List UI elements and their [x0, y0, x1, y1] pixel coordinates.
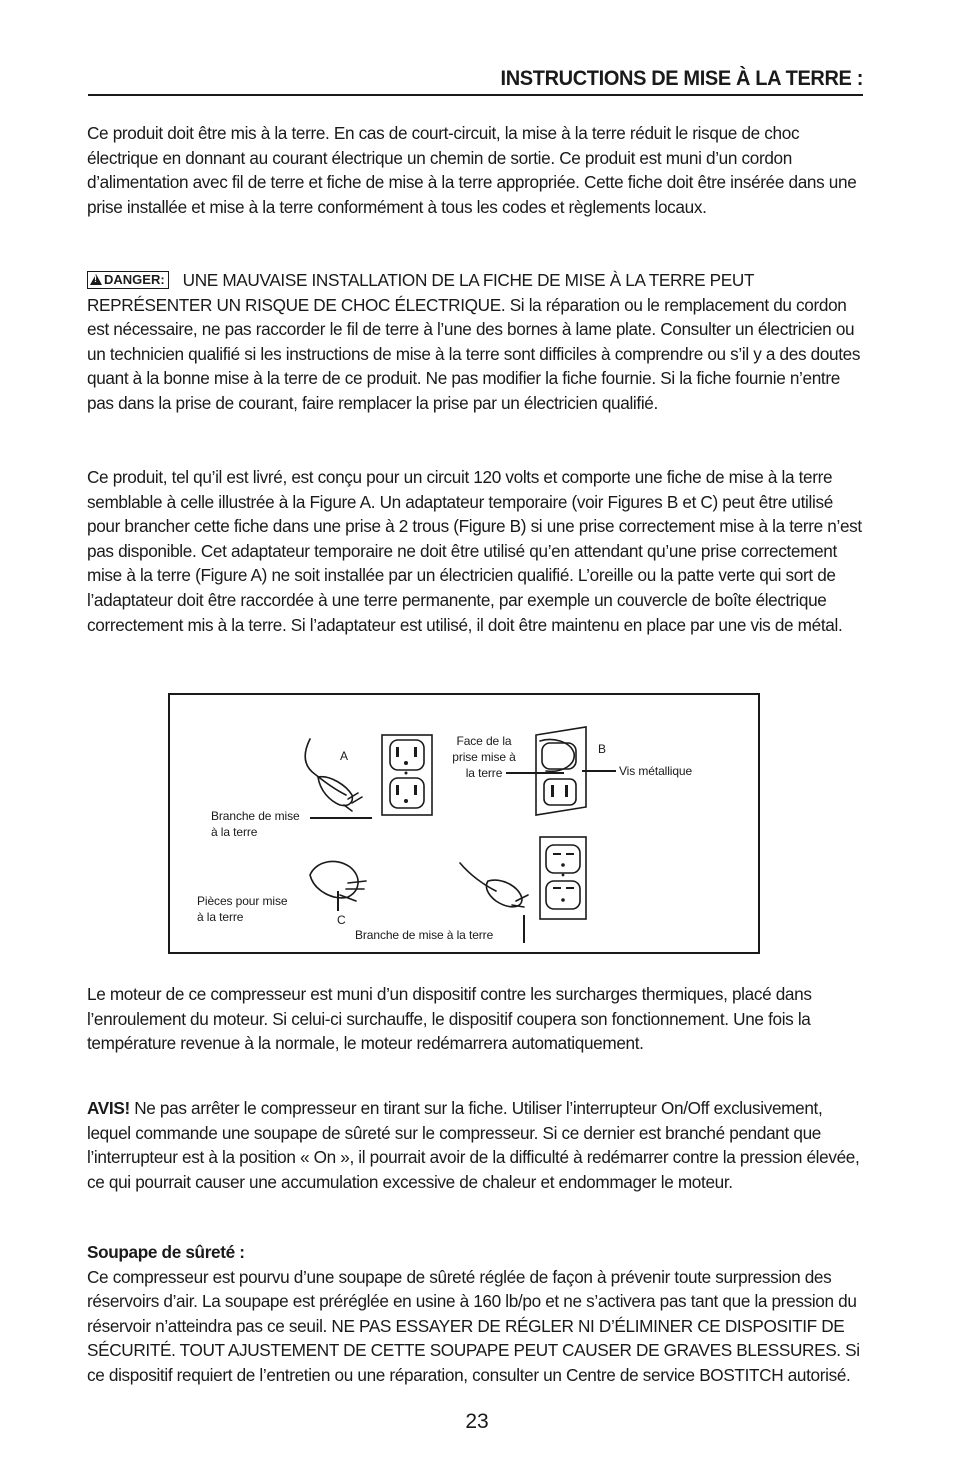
- danger-label: DANGER:: [104, 272, 165, 287]
- avis-text: Ne pas arrêter le compresseur en tirant sur la fiche. Utiliser l’interrupteur On/Off exclusivement, lequel commande une soupape de sûreté sur le compresseur. Si ce dernier est branché pendant que l’interrupteur est à la position « On », il pourrait avoir de la difficulté à redémarrer contre la pression élevée, ce qui pourrait causer une accumulation excessive de chaleur et endommager le moteur.: [87, 1098, 860, 1192]
- plug-c-body: [486, 880, 522, 907]
- figure-label-branche-top: Branche de mise à la terre: [211, 809, 300, 839]
- figure-label-pieces: Pièces pour mise à la terre: [197, 894, 288, 924]
- figure-label-c: C: [337, 913, 346, 927]
- avis-label: AVIS!: [87, 1098, 130, 1118]
- figure-label-b: B: [598, 742, 606, 756]
- motor-paragraph: Le moteur de ce compresseur est muni d’un dispositif contre les surcharges thermiques, placé dans l’enroulement du moteur. Si celui-ci surchauffe, le dispositif coupera son fonctionnement. Une fois la température revenue à la normale, le moteur redémarrera automatiquement.: [87, 984, 812, 1054]
- page-number: 23: [465, 1410, 489, 1433]
- intro-paragraph: Ce produit doit être mis à la terre. En cas de court-circuit, la mise à la terre réduit le risque de choc électrique en donnant au courant électrique un chemin de sortie. Ce produit est muni d’un cordon d’alimentation avec fil de terre et fiche de mise à la terre appropriée. Cette fiche doit être insérée dans une prise installée et mise à la terre conformément à tous les codes et règlements locaux.: [87, 123, 857, 217]
- soupape-paragraph: [87, 1240, 867, 1388]
- warning-triangle-icon: [90, 274, 102, 285]
- adapter-c: [310, 861, 358, 897]
- danger-text: UNE MAUVAISE INSTALLATION DE LA FICHE DE MISE À LA TERRE PEUT REPRÉSENTER UN RISQUE DE CHOC ÉLECTRIQUE. Si la réparation ou le remplacement du cordon est nécessaire, ne pas raccorder le fil de terre à l’une des bornes à lame plate. Consulter un électricien ou un technicien qualifié si les instructions de mise à la terre sont difficiles à comprendre ou s’il y a des doutes quant à la bonne mise à la terre de ce produit. Ne pas modifier la fiche fournie. Si la fiche fournie n’entre pas dans la prise de courant, faire remplacer la prise par un électricien qualifié.: [87, 270, 861, 413]
- grounding-figure: [168, 693, 760, 954]
- figure-label-vis: Vis métallique: [619, 764, 693, 778]
- soupape-title: Soupape de sûreté :: [87, 1242, 245, 1262]
- plug-c-cord: [460, 863, 496, 891]
- soupape-text: Ce compresseur est pourvu d’une soupape de sûreté réglée de façon à prévenir toute surpression des réservoirs d’air. La soupape est préréglée en usine à 160 lb/po et ne s’activera pas tant que la pression du réservoir n’atteindra pas ce seuil. NE PAS ESSAYER DE RÉGLER NI D’ÉLIMINER CE DISPOSITIF DE SÉCURITÉ. TOUT AJUSTEMENT DE CETTE SOUPAPE PEUT CAUSER DE GRAVES BLESSURES. Si ce dispositif requiert de l’entretien ou une réparation, consulter un Centre de service BOSTITCH autorisé.: [87, 1266, 860, 1385]
- figure-label-branche-bottom: Branche de mise à la terre: [355, 928, 494, 942]
- danger-paragraph: [87, 268, 867, 416]
- avis-paragraph: [87, 1096, 867, 1194]
- danger-badge: [87, 271, 169, 289]
- section-heading: INSTRUCTIONS DE MISE À LA TERRE :: [500, 66, 863, 90]
- adapter-paragraph: Ce produit, tel qu’il est livré, est conçu pour un circuit 120 volts et comporte une fiche de mise à la terre semblable à celle illustrée à la Figure A. Un adaptateur temporaire (voir Figures B et C) peut être utilisé pour brancher cette fiche dans une prise à 2 trous (Figure B) si une prise correctement mise à la terre n’est pas disponible. Cet adaptateur temporaire ne doit être utilisé qu’en attendant qu’une prise correctement mise à la terre (Figure A) ne soit installée par un électricien qualifié. L’oreille ou la patte verte qui sort de l’adaptateur doit être raccordée à une terre permanente, par exemple un couvercle de boîte électrique correctement mis à la terre. Si l’adaptateur est utilisé, il doit être maintenu en place par une vis de métal.: [87, 467, 862, 635]
- plug-a-prongs: [344, 793, 362, 811]
- figure-label-face-prise: Face de la prise mise à la terre: [452, 734, 516, 780]
- figure-label-a: A: [340, 749, 348, 763]
- heading-rule: [88, 94, 863, 96]
